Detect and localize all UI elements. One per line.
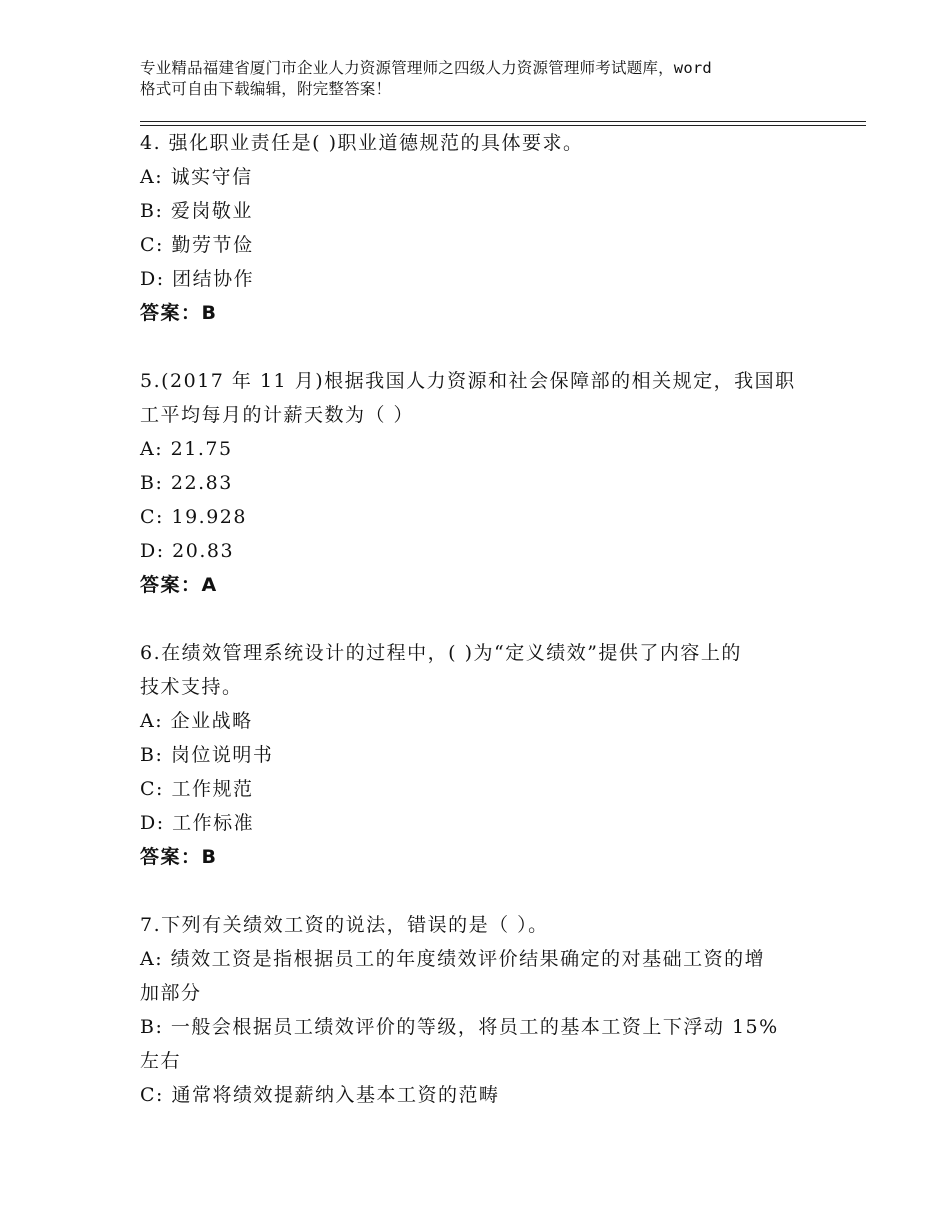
document-header [140,58,830,100]
option-a: A: 21.75 [140,438,233,460]
option-a: A: 企业战略 [140,710,253,732]
option-d: D: 工作标准 [140,812,255,834]
question-7 [140,908,830,1112]
question-4 [140,126,830,330]
option-a: A: 诚实守信 [140,166,253,188]
option-b: B: 一般会根据员工绩效评价的等级，将员工的基本工资上下浮动 15% [140,1016,779,1038]
question-stem: 5.(2017 年 11 月)根据我国人力资源和社会保障部的相关规定，我国职 [140,370,796,392]
header-title-line-2: 格式可自由下载编辑，附完整答案！ [140,80,392,98]
option-a-continued: 加部分 [140,982,202,1004]
option-d: D: 团结协作 [140,268,255,290]
question-stem: 4. 强化职业责任是( )职业道德规范的具体要求。 [140,132,584,154]
answer-label: 答案：B [140,302,218,324]
option-c: C: 工作规范 [140,778,254,800]
option-b: B: 岗位说明书 [140,744,274,766]
header-title-line-1: 专业精品福建省厦门市企业人力资源管理师之四级人力资源管理师考试题库，word [140,59,712,77]
option-c: C: 勤劳节俭 [140,234,254,256]
option-d: D: 20.83 [140,540,235,562]
option-b: B: 22.83 [140,472,233,494]
question-stem: 6.在绩效管理系统设计的过程中，( )为“定义绩效”提供了内容上的 [140,642,742,664]
option-b-continued: 左右 [140,1050,182,1072]
answer-label: 答案：B [140,846,218,868]
question-stem-continued: 工平均每月的计薪天数为（ ） [140,404,415,426]
question-stem: 7.下列有关绩效工资的说法，错误的是（ ）。 [140,914,549,936]
question-list [140,126,830,1146]
option-c: C: 通常将绩效提薪纳入基本工资的范畴 [140,1084,500,1106]
option-c: C: 19.928 [140,506,247,528]
option-b: B: 爱岗敬业 [140,200,253,222]
question-6 [140,636,830,874]
question-stem-continued: 技术支持。 [140,676,243,698]
option-a: A: 绩效工资是指根据员工的年度绩效评价结果确定的对基础工资的增 [140,948,766,970]
question-5 [140,364,830,602]
answer-label: 答案：A [140,574,218,596]
